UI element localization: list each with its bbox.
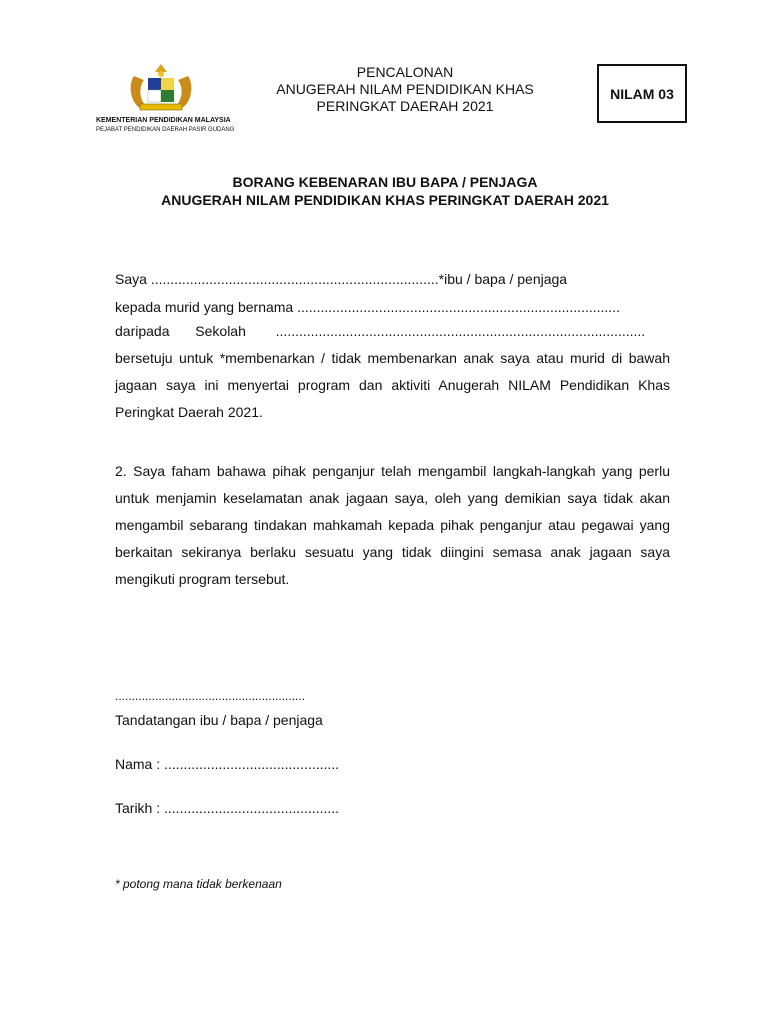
form-code: NILAM 03	[610, 85, 674, 102]
signature-field[interactable]: .........................................................	[115, 689, 306, 703]
parent-name-field[interactable]: ..........................................................................	[150, 271, 439, 287]
saya-line	[115, 266, 675, 293]
tarikh-label: Tarikh :	[115, 800, 161, 816]
school-name-field[interactable]: ...............................................................................................	[275, 323, 646, 339]
header-title	[240, 64, 570, 115]
murid-label: kepada murid yang bernama	[115, 299, 294, 315]
form-title	[105, 173, 665, 209]
student-name-field[interactable]: ...................................................................................	[297, 299, 620, 315]
district-office-name: PEJABAT PENDIDIKAN DAERAH PASIR GUDANG	[96, 127, 235, 133]
nama-line	[115, 751, 339, 778]
malaysia-coat-of-arms-icon	[126, 62, 196, 112]
sekolah-line	[115, 318, 675, 345]
form-code-box	[597, 64, 687, 123]
ministry-logo	[96, 62, 236, 140]
form-title-line-1: BORANG KEBENARAN IBU BAPA / PENJAGA	[232, 174, 538, 190]
tarikh-field[interactable]: .............................................	[164, 800, 340, 816]
nama-field[interactable]: .............................................	[164, 756, 340, 772]
saya-label: Saya	[115, 271, 147, 287]
tarikh-line	[115, 795, 339, 822]
header-line-1: PENCALONAN	[356, 64, 454, 80]
sekolah-label: Sekolah	[195, 323, 246, 339]
murid-line	[115, 294, 675, 321]
ministry-name: KEMENTERIAN PENDIDIKAN MALAYSIA	[96, 117, 231, 124]
header-line-2: ANUGERAH NILAM PENDIDIKAN KHAS	[276, 81, 534, 97]
nama-label: Nama :	[115, 756, 161, 772]
daripada-label: daripada	[115, 323, 170, 339]
header-line-3: PERINGKAT DAERAH 2021	[316, 98, 494, 114]
form-title-line-2: ANUGERAH NILAM PENDIDIKAN KHAS PERINGKAT DAERAH 2021	[161, 192, 609, 208]
saya-suffix: *ibu / bapa / penjaga	[438, 271, 568, 287]
signature-label: Tandatangan ibu / bapa / penjaga	[115, 712, 323, 728]
paragraph-2: 2. Saya faham bahawa pihak penganjur telah mengambil langkah-langkah yang perlu untuk menjamin keselamatan anak jagaan saya, oleh yang demikian saya tidak akan mengambil sebarang tindakan mahkamah kepada pihak penganjur atau pegawai yang berkaitan sekiranya berlaku sesuatu yang tidak diingini semasa anak jagaan saya mengikuti program tersebut.	[115, 463, 670, 587]
paragraph-1-body: bersetuju untuk *membenarkan / tidak membenarkan anak saya atau murid di bawah jagaan saya ini menyertai program dan aktiviti Anugerah NILAM Pendidikan Khas Peringkat Daerah 2021.	[115, 350, 670, 420]
footnote: * potong mana tidak berkenaan	[115, 877, 282, 891]
